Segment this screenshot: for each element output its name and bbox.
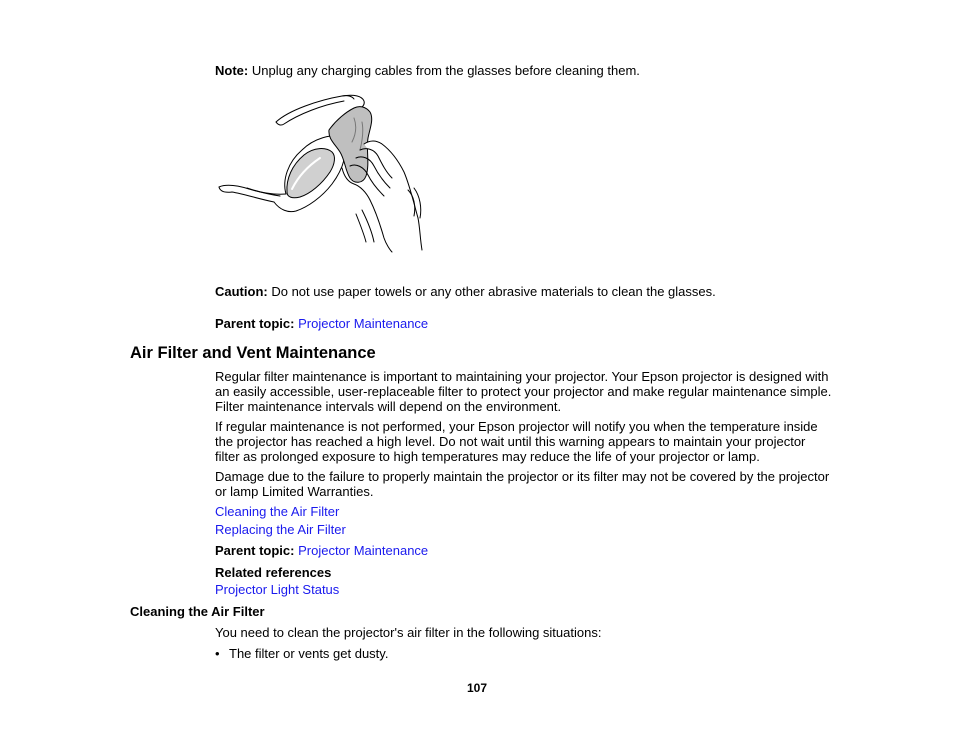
section-paragraph: Regular filter maintenance is important to maintaining your projector. Your Epson projector is designed with an easily accessible, user-replaceable filter to protect your projector and make regular maintenance simple. Filter maintenance intervals will depend on the environment.	[215, 369, 832, 414]
section-heading: Air Filter and Vent Maintenance	[130, 344, 376, 362]
caution-paragraph	[215, 284, 835, 299]
projector-maintenance-link[interactable]: Projector Maintenance	[298, 543, 429, 558]
projector-maintenance-link[interactable]: Projector Maintenance	[298, 316, 429, 331]
parent-topic-line	[215, 543, 428, 558]
subsection-heading: Cleaning the Air Filter	[130, 604, 265, 619]
section-paragraph: Damage due to the failure to properly maintain the projector or its filter may not be covered by the projector or lamp Limited Warranties.	[215, 469, 830, 499]
related-references-heading: Related references	[215, 565, 332, 580]
parent-topic-label: Parent topic:	[215, 316, 295, 331]
parent-topic-label: Parent topic:	[215, 543, 295, 558]
page-number: 107	[466, 681, 488, 695]
projector-light-status-link[interactable]: Projector Light Status	[215, 582, 340, 597]
note-paragraph	[215, 63, 835, 78]
cleaning-air-filter-link[interactable]: Cleaning the Air Filter	[215, 504, 340, 519]
note-label: Note:	[215, 63, 249, 78]
bullet-marker: •	[215, 646, 220, 661]
replacing-air-filter-link[interactable]: Replacing the Air Filter	[215, 522, 346, 537]
list-item	[215, 646, 388, 661]
list-item-text: The filter or vents get dusty.	[229, 646, 389, 661]
caution-label: Caution:	[215, 284, 268, 299]
glasses-cleaning-illustration	[214, 92, 429, 254]
subsection-intro: You need to clean the projector's air filter in the following situations:	[215, 625, 602, 640]
section-paragraph: If regular maintenance is not performed, your Epson projector will notify you when the temperature inside the projector has reached a high level. Do not wait until this warning appears to maintain your projector filter as prolonged exposure to high temperatures may reduce the life of your projector or lamp.	[215, 419, 818, 464]
parent-topic-line	[215, 316, 428, 331]
caution-text: Do not use paper towels or any other abrasive materials to clean the glasses.	[271, 284, 716, 299]
note-text: Unplug any charging cables from the glasses before cleaning them.	[251, 63, 640, 78]
